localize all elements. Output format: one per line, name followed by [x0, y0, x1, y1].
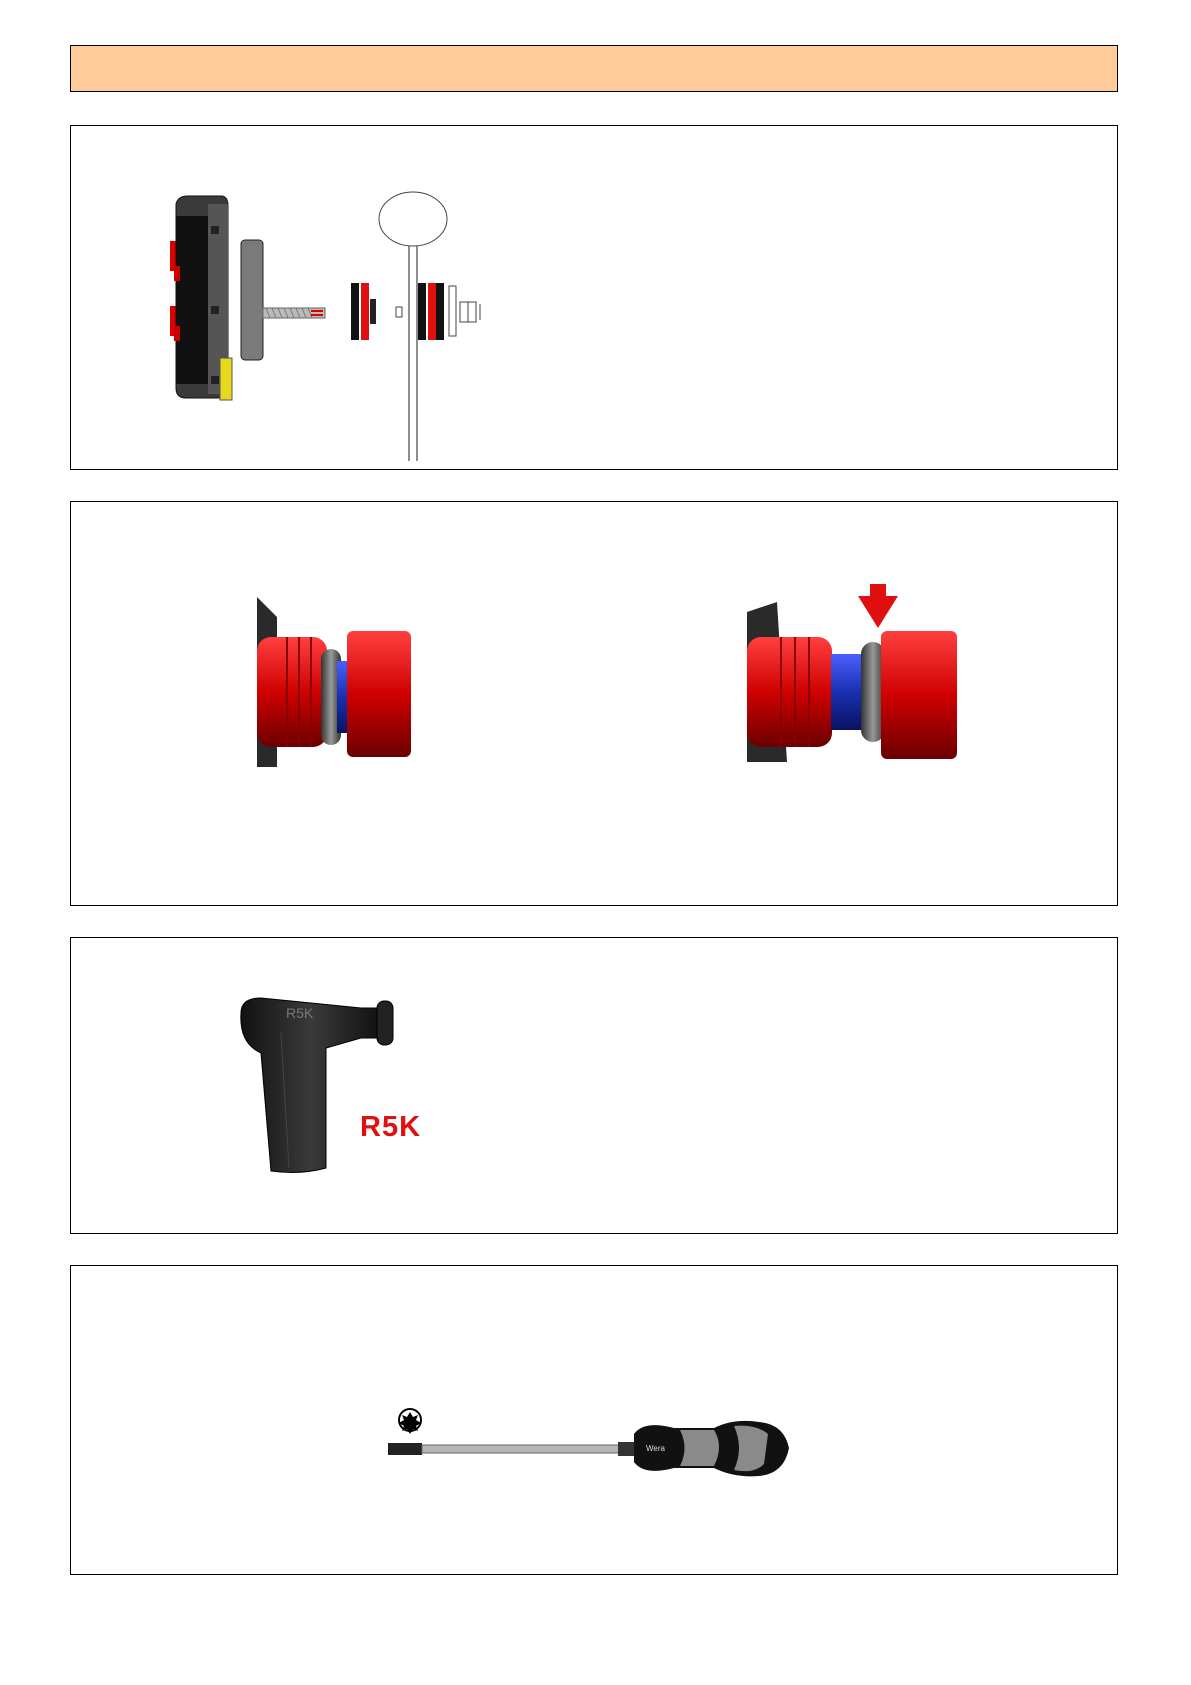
- part-label: R5K: [360, 1111, 422, 1143]
- plug-cap-illustration: [231, 993, 431, 1183]
- down-arrow-icon: [858, 584, 898, 628]
- seal-before-illustration: [257, 597, 427, 767]
- panel-seal-position: [70, 501, 1118, 906]
- rubber-washers: [351, 283, 480, 340]
- svg-text:R5K: R5K: [286, 1005, 314, 1021]
- gauge-unit: [170, 196, 263, 400]
- panel-mounting-diagram: [70, 125, 1118, 470]
- torx-icon: [399, 1409, 421, 1434]
- seal-after-illustration: [747, 582, 977, 767]
- threaded-stud: [263, 308, 325, 318]
- panel-spark-plug-cap: [70, 937, 1118, 1234]
- mounting-exploded-illustration: [166, 186, 486, 466]
- header-bar: [70, 45, 1118, 92]
- svg-text:Wera: Wera: [646, 1444, 665, 1453]
- torx-screwdriver-illustration: [384, 1406, 804, 1486]
- panel-screwdriver: [70, 1265, 1118, 1575]
